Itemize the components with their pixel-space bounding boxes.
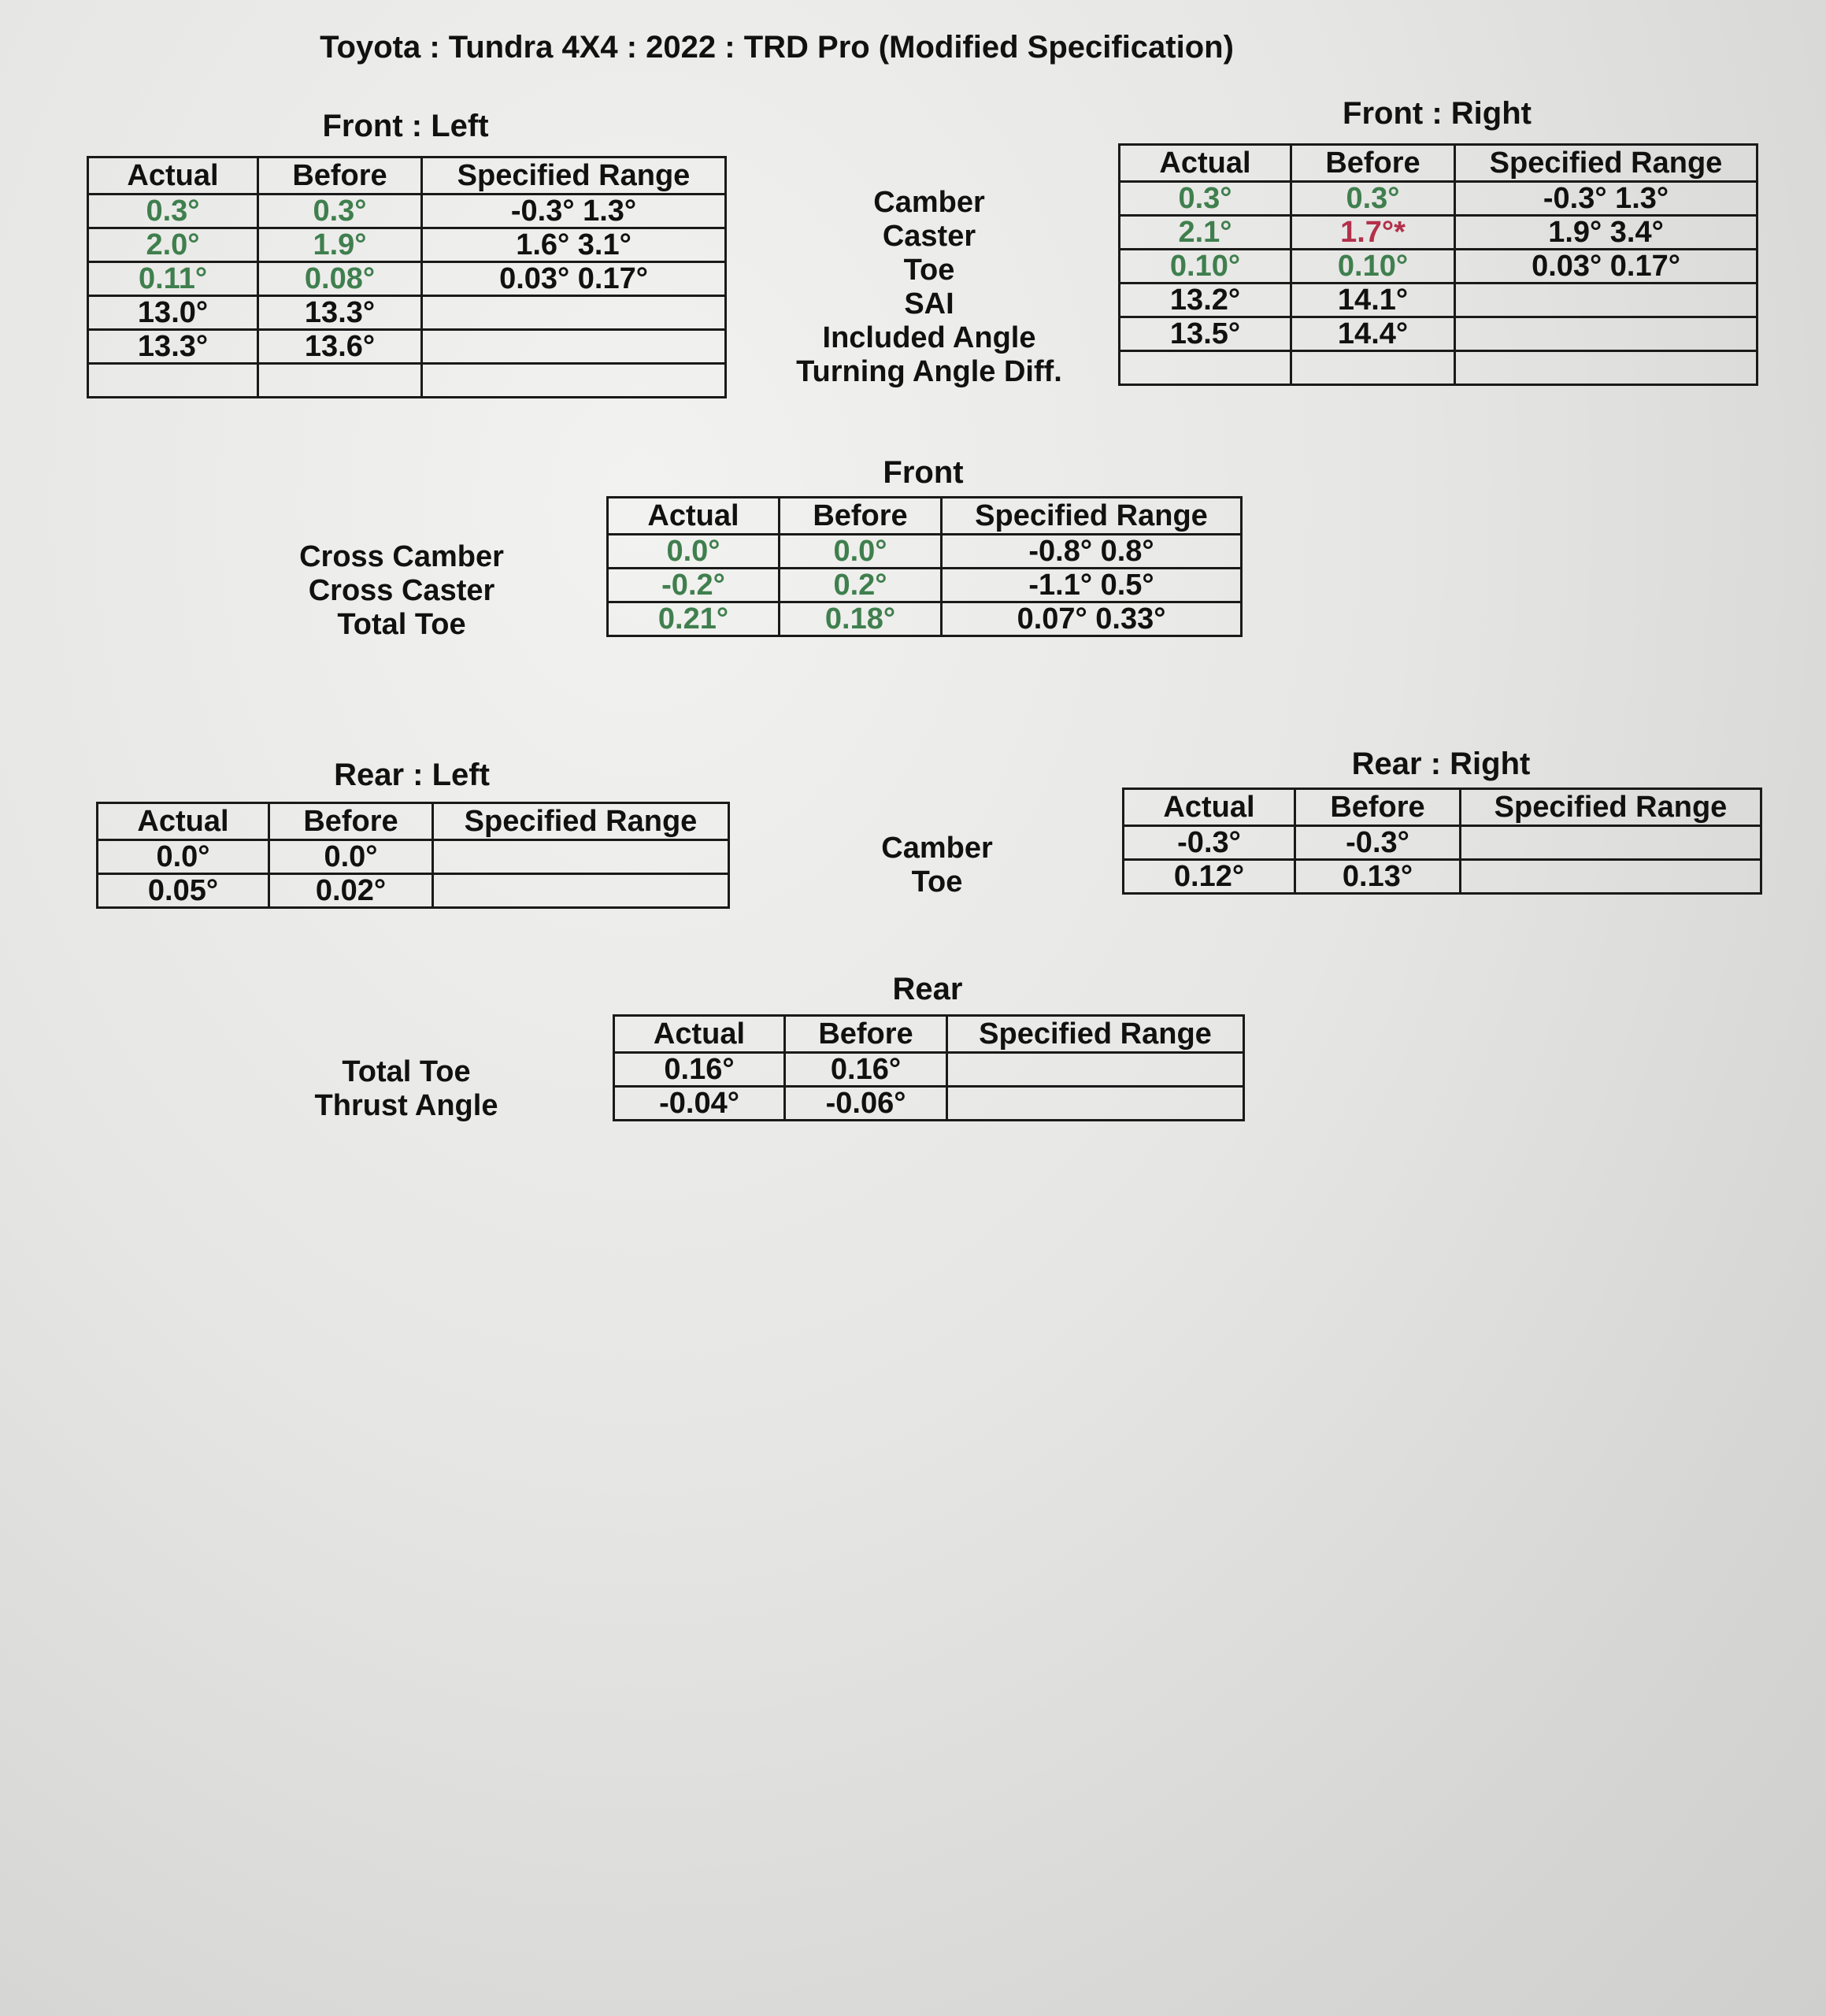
row-label: Caster xyxy=(882,220,976,253)
table-row xyxy=(1120,351,1757,385)
column-header-actual: Actual xyxy=(614,1016,785,1053)
column-header-before: Before xyxy=(1295,789,1461,826)
column-header-specified-range: Specified Range xyxy=(947,1016,1244,1053)
specified-range-cell xyxy=(422,330,726,364)
table-row xyxy=(1124,860,1761,894)
column-header-specified-range: Specified Range xyxy=(433,803,729,840)
table-row xyxy=(88,330,726,364)
actual-cell: 0.11° xyxy=(88,262,258,296)
actual-cell: 0.0° xyxy=(608,535,780,569)
before-cell: 0.0° xyxy=(780,535,942,569)
column-header-specified-range: Specified Range xyxy=(1455,145,1757,182)
before-cell: 0.2° xyxy=(780,569,942,602)
specified-range-cell xyxy=(422,296,726,330)
actual-cell: -0.04° xyxy=(614,1087,785,1121)
column-header-actual: Actual xyxy=(98,803,269,840)
rear-right-table xyxy=(1122,788,1762,895)
column-header-actual: Actual xyxy=(1120,145,1291,182)
table-row xyxy=(1120,216,1757,250)
actual-cell: 2.0° xyxy=(88,228,258,262)
specified-range-cell: 1.9° 3.4° xyxy=(1455,216,1757,250)
before-cell: 1.9° xyxy=(258,228,422,262)
table-row xyxy=(1124,826,1761,860)
front-total-caption: Front xyxy=(883,455,964,490)
specified-range-cell: 0.07° 0.33° xyxy=(942,602,1242,636)
actual-cell: 0.05° xyxy=(98,874,269,908)
actual-cell: -0.3° xyxy=(1124,826,1295,860)
column-header-actual: Actual xyxy=(608,498,780,535)
table-row xyxy=(608,602,1242,636)
specified-range-cell: 0.03° 0.17° xyxy=(1455,250,1757,284)
row-label: Total Toe xyxy=(342,1055,471,1088)
actual-cell: 0.10° xyxy=(1120,250,1291,284)
front-right-caption: Front : Right xyxy=(1343,96,1532,131)
row-label: Cross Caster xyxy=(308,574,495,607)
row-label: Toe xyxy=(911,865,963,899)
rear-total-table xyxy=(613,1014,1245,1121)
row-label: Camber xyxy=(873,186,985,219)
table-row xyxy=(1120,284,1757,317)
row-label: Camber xyxy=(881,832,993,865)
table-row xyxy=(1120,250,1757,284)
before-cell: 13.3° xyxy=(258,296,422,330)
front-left-table xyxy=(87,156,727,398)
column-header-specified-range: Specified Range xyxy=(942,498,1242,535)
specified-range-cell xyxy=(1455,317,1757,351)
row-label: Turning Angle Diff. xyxy=(796,355,1062,388)
table-row xyxy=(1120,182,1757,216)
front-row-labels xyxy=(740,186,1118,389)
before-cell: 0.0° xyxy=(269,840,433,874)
specified-range-cell xyxy=(433,874,729,908)
front-total-row-labels xyxy=(260,540,543,642)
before-cell: 0.10° xyxy=(1291,250,1455,284)
table-row xyxy=(98,840,729,874)
before-cell: -0.06° xyxy=(785,1087,947,1121)
column-header-before: Before xyxy=(269,803,433,840)
table-row xyxy=(88,228,726,262)
actual-cell: 0.3° xyxy=(1120,182,1291,216)
table-row xyxy=(608,535,1242,569)
rear-left-table xyxy=(96,802,730,909)
specified-range-cell: 1.6° 3.1° xyxy=(422,228,726,262)
front-right-table xyxy=(1118,143,1758,386)
before-cell: 0.08° xyxy=(258,262,422,296)
rear-total-row-labels xyxy=(265,1055,548,1123)
table-row xyxy=(608,569,1242,602)
column-header-actual: Actual xyxy=(1124,789,1295,826)
before-cell xyxy=(258,364,422,398)
specified-range-cell xyxy=(1455,284,1757,317)
actual-cell xyxy=(1120,351,1291,385)
rear-left-caption: Rear : Left xyxy=(334,758,490,792)
before-cell: 1.7°* xyxy=(1291,216,1455,250)
specified-range-cell: 0.03° 0.17° xyxy=(422,262,726,296)
table-row xyxy=(614,1053,1244,1087)
row-label: SAI xyxy=(904,287,954,321)
row-label: Total Toe xyxy=(337,608,466,641)
specified-range-cell xyxy=(422,364,726,398)
row-label: Thrust Angle xyxy=(314,1089,498,1122)
actual-cell: 2.1° xyxy=(1120,216,1291,250)
column-header-before: Before xyxy=(780,498,942,535)
actual-cell xyxy=(88,364,258,398)
table-row xyxy=(88,262,726,296)
row-label: Cross Camber xyxy=(299,540,504,573)
actual-cell: 13.0° xyxy=(88,296,258,330)
before-cell: 13.6° xyxy=(258,330,422,364)
before-cell: 14.1° xyxy=(1291,284,1455,317)
table-row xyxy=(88,195,726,228)
specified-range-cell xyxy=(947,1053,1244,1087)
actual-cell: 13.2° xyxy=(1120,284,1291,317)
specified-range-cell xyxy=(1461,826,1761,860)
before-cell xyxy=(1291,351,1455,385)
actual-cell: 13.3° xyxy=(88,330,258,364)
actual-cell: 0.3° xyxy=(88,195,258,228)
actual-cell: 0.0° xyxy=(98,840,269,874)
front-left-caption: Front : Left xyxy=(322,109,489,143)
specified-range-cell xyxy=(1461,860,1761,894)
table-row xyxy=(88,296,726,330)
actual-cell: 0.16° xyxy=(614,1053,785,1087)
before-cell: 0.16° xyxy=(785,1053,947,1087)
before-cell: 0.18° xyxy=(780,602,942,636)
rear-total-caption: Rear xyxy=(892,972,963,1006)
column-header-actual: Actual xyxy=(88,158,258,195)
column-header-before: Before xyxy=(785,1016,947,1053)
table-row xyxy=(1120,317,1757,351)
specified-range-cell xyxy=(1455,351,1757,385)
specified-range-cell: -0.3° 1.3° xyxy=(422,195,726,228)
column-header-specified-range: Specified Range xyxy=(422,158,726,195)
actual-cell: -0.2° xyxy=(608,569,780,602)
front-total-table xyxy=(606,496,1243,637)
actual-cell: 0.12° xyxy=(1124,860,1295,894)
actual-cell: 0.21° xyxy=(608,602,780,636)
table-row xyxy=(614,1087,1244,1121)
rear-row-labels xyxy=(795,832,1079,899)
rear-right-caption: Rear : Right xyxy=(1351,747,1531,781)
before-cell: 14.4° xyxy=(1291,317,1455,351)
before-cell: 0.3° xyxy=(258,195,422,228)
row-label: Included Angle xyxy=(822,321,1036,354)
row-label: Toe xyxy=(903,254,955,287)
specified-range-cell: -0.3° 1.3° xyxy=(1455,182,1757,216)
column-header-specified-range: Specified Range xyxy=(1461,789,1761,826)
specified-range-cell: -0.8° 0.8° xyxy=(942,535,1242,569)
before-cell: 0.02° xyxy=(269,874,433,908)
page-title: Toyota : Tundra 4X4 : 2022 : TRD Pro (Modified Specification) xyxy=(320,30,1234,65)
specified-range-cell: -1.1° 0.5° xyxy=(942,569,1242,602)
column-header-before: Before xyxy=(1291,145,1455,182)
actual-cell: 13.5° xyxy=(1120,317,1291,351)
before-cell: 0.3° xyxy=(1291,182,1455,216)
specified-range-cell xyxy=(433,840,729,874)
before-cell: -0.3° xyxy=(1295,826,1461,860)
before-cell: 0.13° xyxy=(1295,860,1461,894)
column-header-before: Before xyxy=(258,158,422,195)
specified-range-cell xyxy=(947,1087,1244,1121)
table-row xyxy=(88,364,726,398)
table-row xyxy=(98,874,729,908)
